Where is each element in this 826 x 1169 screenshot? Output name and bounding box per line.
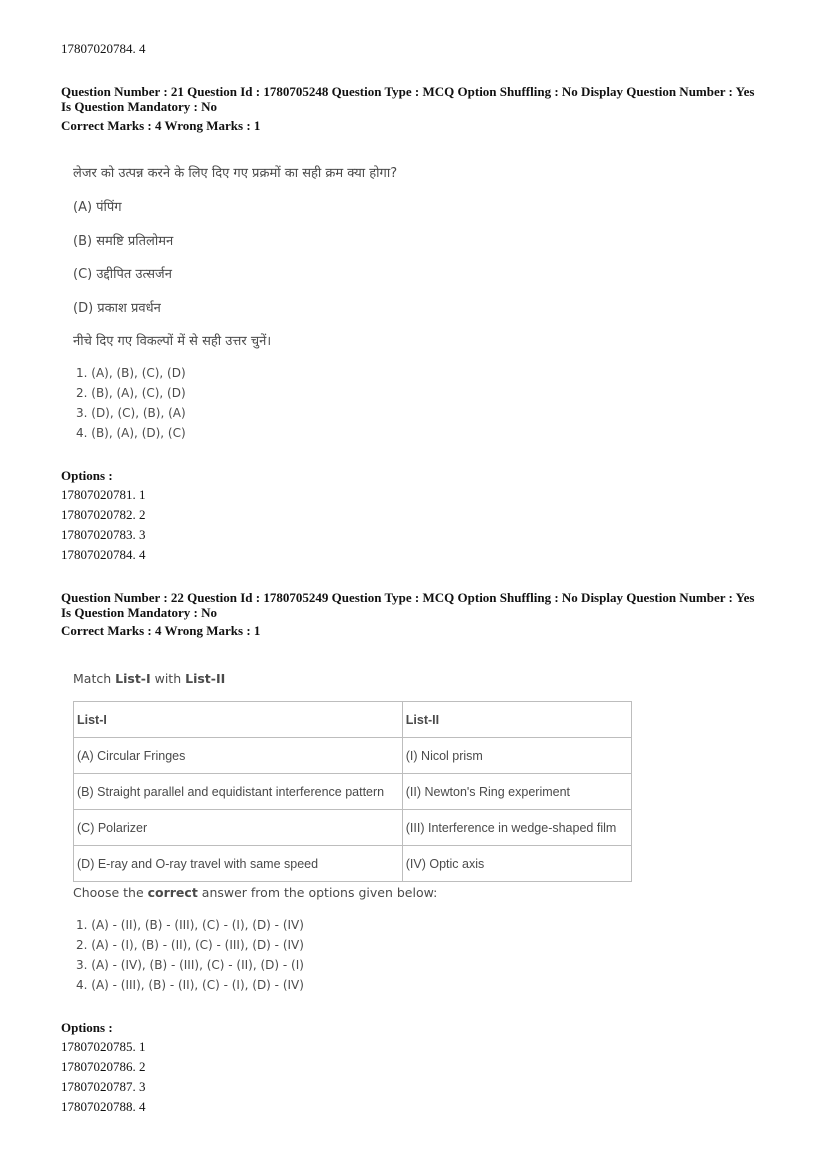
q22-choose-suffix: answer from the options given below: (197, 885, 438, 900)
q22-choice-3: 3. (A) - (IV), (B) - (III), (C) - (II), (D) - (I) (76, 958, 304, 972)
q22-marks: Correct Marks : 4 Wrong Marks : 1 (61, 623, 261, 638)
q22-choice-1: 1. (A) - (II), (B) - (III), (C) - (I), (D) - (IV) (76, 918, 304, 932)
q21-choice-1: 1. (A), (B), (C), (D) (76, 366, 186, 380)
q21-question-image (0, 0, 826, 460)
q22-match-list1: List-I (115, 671, 151, 686)
q21-choice-4: 4. (B), (A), (D), (C) (76, 426, 186, 440)
table-cell: (II) Newton's Ring experiment (402, 774, 631, 810)
table-cell: (C) Polarizer (74, 810, 403, 846)
q22-meta-line2: Is Question Mandatory : No (61, 605, 218, 620)
table-row (74, 846, 632, 882)
q22-meta-line1: Question Number : 22 Question Id : 1780705249 Question Type : MCQ Option Shuffling : No Display Question Number : Yes (61, 590, 755, 605)
table-header-row (74, 702, 632, 738)
q21-option-1: 17807020781. 1 (61, 487, 146, 502)
q21-item-d: (D) प्रकाश प्रवर्धन (73, 301, 161, 316)
q22-match-prefix: Match (73, 671, 116, 686)
q21-choice-2: 2. (B), (A), (C), (D) (76, 386, 186, 400)
table-cell: (IV) Optic axis (402, 846, 631, 882)
q22-choice-4: 4. (A) - (III), (B) - (II), (C) - (I), (D) - (IV) (76, 978, 304, 992)
q21-choice-3: 3. (D), (C), (B), (A) (76, 406, 186, 420)
table-cell: (III) Interference in wedge-shaped film (402, 810, 631, 846)
q21-option-2: 17807020782. 2 (61, 507, 146, 522)
q21-options-label: Options : (61, 468, 113, 483)
q21-option-4: 17807020784. 4 (61, 547, 146, 562)
q22-match-heading (73, 671, 225, 686)
q22-option-1: 17807020785. 1 (61, 1039, 146, 1054)
table-cell: (I) Nicol prism (402, 738, 631, 774)
q22-option-3: 17807020787. 3 (61, 1079, 146, 1094)
q21-question-text: लेजर को उत्पन्न करने के लिए दिए गए प्रक्रमों का सही क्रम क्या होगा? (73, 166, 398, 181)
q21-meta-line1: Question Number : 21 Question Id : 1780705248 Question Type : MCQ Option Shuffling : No Display Question Number : Yes (61, 84, 755, 99)
q22-options-label: Options : (61, 1020, 113, 1035)
q22-match-table (73, 701, 632, 882)
q22-choice-2: 2. (A) - (I), (B) - (II), (C) - (III), (D) - (IV) (76, 938, 304, 952)
q22-choose-instruction (73, 885, 437, 900)
q21-instruction: नीचे दिए गए विकल्पों में से सही उत्तर चुनें। (73, 334, 272, 349)
q22-option-4: 17807020788. 4 (61, 1099, 146, 1114)
q21-item-b: (B) समष्टि प्रतिलोमन (73, 234, 174, 249)
q22-choose-prefix: Choose the (73, 885, 148, 900)
table-row (74, 738, 632, 774)
q22-match-with: with (150, 671, 186, 686)
q21-meta-line2: Is Question Mandatory : No (61, 99, 218, 114)
table-header-list2: List-II (402, 702, 631, 738)
q21-marks: Correct Marks : 4 Wrong Marks : 1 (61, 118, 261, 133)
table-cell: (D) E-ray and O-ray travel with same speed (74, 846, 403, 882)
table-row (74, 810, 632, 846)
q22-option-2: 17807020786. 2 (61, 1059, 146, 1074)
prev-option-line: 17807020784. 4 (61, 41, 146, 56)
q22-match-list2: List-II (185, 671, 226, 686)
table-header-list1: List-I (74, 702, 403, 738)
table-row (74, 774, 632, 810)
q22-choose-bold: correct (147, 885, 198, 900)
q21-option-3: 17807020783. 3 (61, 527, 146, 542)
table-cell: (A) Circular Fringes (74, 738, 403, 774)
table-cell: (B) Straight parallel and equidistant interference pattern (74, 774, 403, 810)
q21-item-c: (C) उद्दीपित उत्सर्जन (73, 267, 172, 282)
q21-item-a: (A) पंपिंग (73, 200, 122, 215)
